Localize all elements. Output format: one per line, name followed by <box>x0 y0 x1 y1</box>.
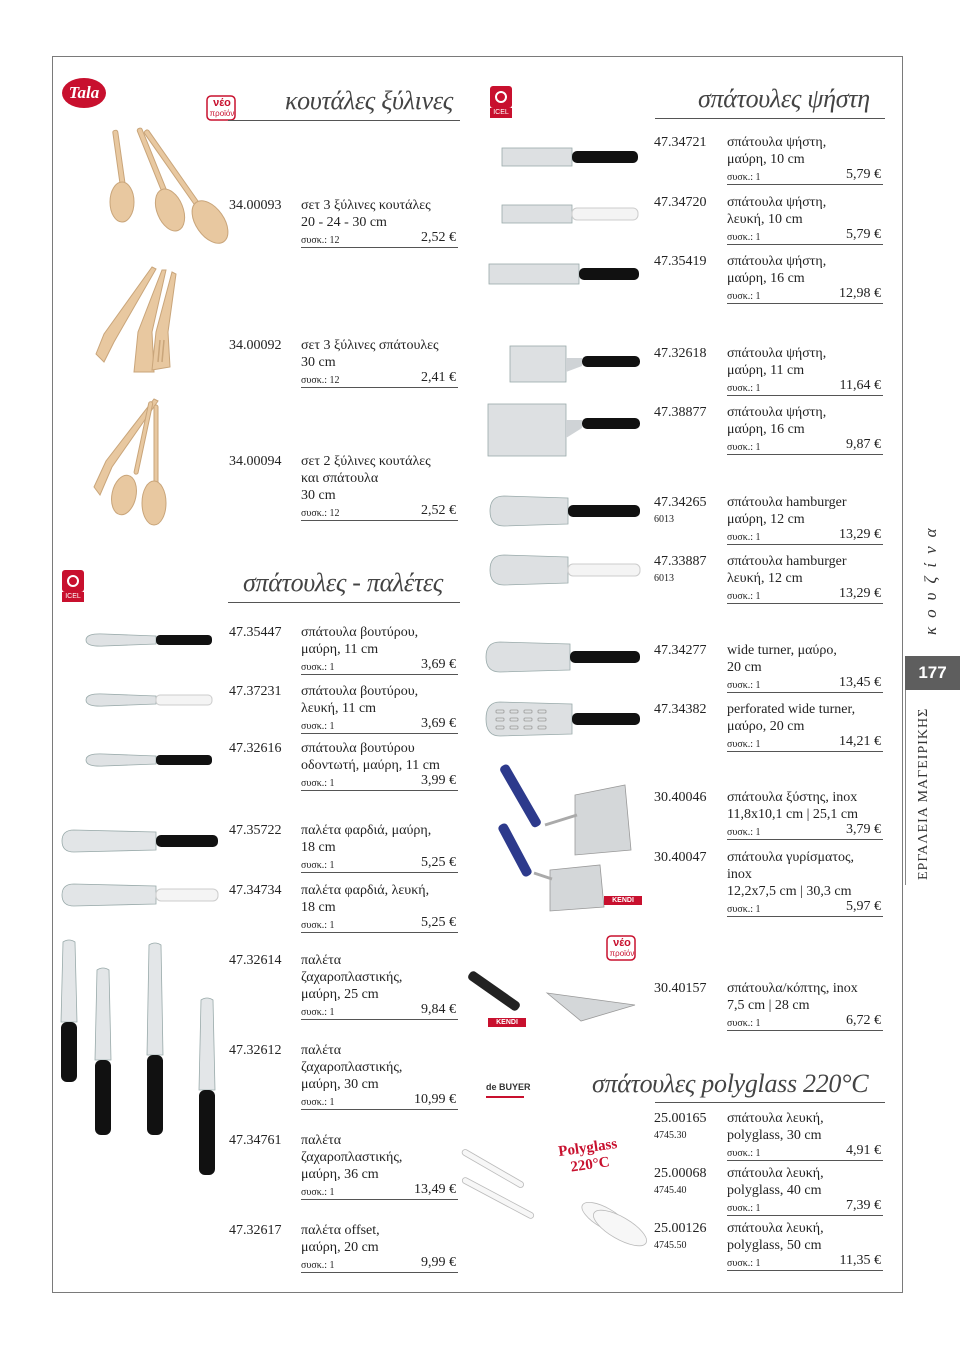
product-description: perforated wide turner, <box>727 702 856 717</box>
product-description: polyglass, 30 cm <box>727 1128 822 1143</box>
product-description: μαύρη, 10 cm <box>727 152 805 167</box>
pack-quantity: συσκ.: 1 <box>301 860 335 871</box>
product-description: σπάτουλα ψήστη, <box>727 195 827 210</box>
product-entry <box>654 789 883 841</box>
price-underline <box>301 872 458 873</box>
product-code: 25.00068 <box>654 1166 707 1181</box>
product-code: 47.34734 <box>229 883 282 898</box>
product-description: μαύρη, 36 cm <box>301 1167 379 1182</box>
product-entry <box>229 1132 458 1201</box>
product-code: 25.00165 <box>654 1111 707 1126</box>
product-price: 12,98 € <box>839 286 881 301</box>
product-code: 47.34761 <box>229 1133 282 1148</box>
category-title: ΕΡΓΑΛΕΙΑ ΜΑΓΕΙΡΙΚΗΣ <box>905 690 946 885</box>
price-underline <box>301 520 458 521</box>
product-description: σπάτουλα λευκή, <box>727 1166 824 1181</box>
price-underline <box>727 1030 883 1031</box>
product-code: 30.40157 <box>654 981 707 996</box>
product-price: 13,29 € <box>839 527 881 542</box>
product-description: 18 cm <box>301 840 336 855</box>
product-description: 30 cm <box>301 355 336 370</box>
product-description: σπάτουλα ψήστη, <box>727 254 827 269</box>
pack-quantity: συσκ.: 1 <box>727 172 761 183</box>
product-price: 5,25 € <box>421 915 456 930</box>
product-price: 10,99 € <box>414 1092 456 1107</box>
product-description: μαύρη, 11 cm <box>727 363 805 378</box>
pack-quantity: συσκ.: 1 <box>301 778 335 789</box>
price-underline <box>727 454 883 455</box>
butter-spatula-serrated-image <box>84 750 214 770</box>
product-price: 2,52 € <box>421 230 456 245</box>
product-price: 5,79 € <box>846 167 881 182</box>
product-price: 14,21 € <box>839 734 881 749</box>
product-description: οδοντωτή, μαύρη, 11 cm <box>301 758 440 773</box>
product-entry <box>654 404 883 456</box>
product-entry <box>229 197 458 249</box>
price-underline <box>727 692 883 693</box>
product-price: 7,39 € <box>846 1198 881 1213</box>
product-price: 13,29 € <box>839 586 881 601</box>
product-price: 2,41 € <box>421 370 456 385</box>
product-description: και σπάτουλα <box>301 471 379 486</box>
product-description: 30 cm <box>301 488 336 503</box>
price-underline <box>301 1109 458 1110</box>
product-entry <box>229 882 458 934</box>
product-code: 30.40046 <box>654 790 707 805</box>
product-entry <box>654 134 883 186</box>
product-code: 47.35722 <box>229 823 282 838</box>
product-description: παλέτα <box>301 1043 342 1058</box>
product-code: 47.32617 <box>229 1223 282 1238</box>
product-description: wide turner, μαύρο, <box>727 643 837 658</box>
product-code: 34.00094 <box>229 454 282 469</box>
product-price: 6,72 € <box>846 1013 881 1028</box>
price-underline <box>301 387 458 388</box>
product-description: σπάτουλα ψήστη, <box>727 405 827 420</box>
pack-quantity: συσκ.: 1 <box>727 1258 761 1269</box>
price-underline <box>727 839 883 840</box>
kendi-logo: KENDI <box>604 896 642 905</box>
product-description: 12,2x7,5 cm | 30,3 cm <box>727 884 852 899</box>
pack-quantity: συσκ.: 12 <box>301 235 340 246</box>
section-rule <box>228 602 460 603</box>
product-entry <box>229 683 458 735</box>
price-underline <box>727 395 883 396</box>
product-description: μαύρη, 20 cm <box>301 1240 379 1255</box>
kendi-logo: KENDI <box>488 1018 526 1027</box>
product-price: 5,79 € <box>846 227 881 242</box>
product-code: 30.40047 <box>654 850 707 865</box>
product-subcode: 6013 <box>654 573 674 584</box>
product-price: 9,87 € <box>846 437 881 452</box>
pack-quantity: συσκ.: 1 <box>727 1018 761 1029</box>
wide-palette-white-image <box>60 882 220 908</box>
product-description: μαύρη, 12 cm <box>727 512 805 527</box>
hamburger-spatula-black-image <box>488 494 643 528</box>
product-description: σπάτουλα ψήστη, <box>727 135 827 150</box>
product-entry <box>654 1220 883 1272</box>
product-code: 47.35419 <box>654 254 707 269</box>
product-entry <box>229 624 458 676</box>
grill-spatula-white-10-image <box>500 203 640 225</box>
product-description: λευκή, 10 cm <box>727 212 803 227</box>
price-underline <box>301 1199 458 1200</box>
product-description: σπάτουλα/κόπτης, inox <box>727 981 858 996</box>
product-entry <box>654 253 883 305</box>
product-code: 47.34720 <box>654 195 707 210</box>
grill-spatula-offset-16-image <box>486 402 643 458</box>
product-description: σπάτουλα hamburger <box>727 495 847 510</box>
pack-quantity: συσκ.: 1 <box>727 1148 761 1159</box>
category-word: κουζίνα <box>921 519 940 635</box>
product-description: 18 cm <box>301 900 336 915</box>
product-price: 9,84 € <box>421 1002 456 1017</box>
product-entry <box>229 337 458 389</box>
product-price: 11,35 € <box>839 1253 881 1268</box>
pack-quantity: συσκ.: 1 <box>727 232 761 243</box>
pack-quantity: συσκ.: 1 <box>727 442 761 453</box>
product-description: σετ 2 ξύλινες κουτάλες <box>301 454 431 469</box>
product-entry <box>654 1110 883 1162</box>
pastry-palettes-image <box>55 940 225 1225</box>
product-price: 3,79 € <box>846 822 881 837</box>
product-entry <box>654 642 883 694</box>
product-entry <box>229 1042 458 1111</box>
product-price: 13,49 € <box>414 1182 456 1197</box>
product-description: μαύρο, 20 cm <box>727 719 805 734</box>
icel-logo: ICEL <box>490 86 512 118</box>
product-description: polyglass, 50 cm <box>727 1238 822 1253</box>
new-product-badge: νέο προϊόν <box>605 932 635 962</box>
pack-quantity: συσκ.: 1 <box>301 1187 335 1198</box>
price-underline <box>301 733 458 734</box>
price-underline <box>301 932 458 933</box>
product-description: σπάτουλα λευκή, <box>727 1221 824 1236</box>
product-description: σετ 3 ξύλινες κουτάλες <box>301 198 431 213</box>
product-description: παλέτα <box>301 1133 342 1148</box>
product-description: μαύρη, 16 cm <box>727 422 805 437</box>
product-entry <box>654 1165 883 1217</box>
wide-palette-black-image <box>60 828 220 854</box>
product-description: σπάτουλα λευκή, <box>727 1111 824 1126</box>
pack-quantity: συσκ.: 1 <box>727 680 761 691</box>
price-underline <box>727 1160 883 1161</box>
grill-spatula-black-16-image <box>487 262 642 286</box>
pack-quantity: συσκ.: 1 <box>727 291 761 302</box>
product-description: 20 cm <box>727 660 762 675</box>
product-price: 4,91 € <box>846 1143 881 1158</box>
product-description: παλέτα φαρδιά, λευκή, <box>301 883 430 898</box>
wooden-spoons-image <box>80 122 210 252</box>
price-underline <box>727 244 883 245</box>
product-code: 47.33887 <box>654 554 707 569</box>
product-code: 34.00092 <box>229 338 282 353</box>
grill-spatula-black-10-image <box>500 146 640 168</box>
product-entry <box>229 1222 458 1274</box>
price-underline <box>301 1019 458 1020</box>
product-code: 47.32614 <box>229 953 282 968</box>
pack-quantity: συσκ.: 1 <box>301 1097 335 1108</box>
pack-quantity: συσκ.: 1 <box>727 591 761 602</box>
pack-quantity: συσκ.: 1 <box>727 532 761 543</box>
product-code: 47.34721 <box>654 135 707 150</box>
product-entry <box>654 701 883 753</box>
product-entry <box>654 553 883 605</box>
section-title-wooden-spoons: κουτάλες ξύλινες <box>285 86 454 115</box>
product-description: παλέτα φαρδιά, μαύρη, <box>301 823 432 838</box>
product-code: 25.00126 <box>654 1221 707 1236</box>
pack-quantity: συσκ.: 1 <box>727 1203 761 1214</box>
product-price: 9,99 € <box>421 1255 456 1270</box>
price-underline <box>301 790 458 791</box>
pack-quantity: συσκ.: 1 <box>727 739 761 750</box>
product-description: λευκή, 12 cm <box>727 571 803 586</box>
product-entry <box>229 740 458 792</box>
product-description: σπάτουλα βουτύρου, <box>301 625 419 640</box>
product-price: 3,99 € <box>421 773 456 788</box>
product-code: 47.37231 <box>229 684 282 699</box>
product-subcode: 6013 <box>654 514 674 525</box>
butter-spatula-white-image <box>84 690 214 710</box>
pack-quantity: συσκ.: 1 <box>301 1007 335 1018</box>
product-subcode: 4745.50 <box>654 1240 687 1251</box>
product-code: 34.00093 <box>229 198 282 213</box>
product-description: σπάτουλα γυρίσματος, <box>727 850 855 865</box>
icel-logo: ICEL <box>62 570 84 602</box>
product-entry <box>654 980 883 1032</box>
product-code: 47.34382 <box>654 702 707 717</box>
price-underline <box>301 674 458 675</box>
section-rule <box>655 118 885 119</box>
section-title-grill-spatulas: σπάτουλες ψήστη <box>698 84 870 113</box>
pack-quantity: συσκ.: 12 <box>301 508 340 519</box>
product-description: παλέτα <box>301 953 342 968</box>
product-description: λευκή, 11 cm <box>301 701 377 716</box>
polyglass-logo: Polyglass 220°C <box>557 1136 619 1176</box>
product-entry <box>229 453 458 522</box>
butter-spatula-black-image <box>84 630 214 650</box>
product-entry <box>229 822 458 874</box>
product-price: 3,69 € <box>421 716 456 731</box>
product-description: inox <box>727 867 752 882</box>
section-title-spatulas-palettes: σπάτουλες - παλέτες <box>243 568 444 597</box>
product-code: 47.34265 <box>654 495 707 510</box>
product-description: μαύρη, 30 cm <box>301 1077 379 1092</box>
product-description: σπάτουλα hamburger <box>727 554 847 569</box>
product-description: ζαχαροπλαστικής, <box>301 1060 403 1075</box>
product-description: 7,5 cm | 28 cm <box>727 998 810 1013</box>
price-underline <box>301 1272 458 1273</box>
product-price: 11,64 € <box>839 378 881 393</box>
grill-spatula-offset-11-image <box>508 344 643 384</box>
section-rule <box>655 1102 885 1103</box>
product-subcode: 4745.30 <box>654 1130 687 1141</box>
price-underline <box>301 247 458 248</box>
page-number: 177 <box>905 656 960 690</box>
perforated-turner-image <box>484 700 642 738</box>
product-price: 13,45 € <box>839 675 881 690</box>
product-description: μαύρη, 25 cm <box>301 987 379 1002</box>
pack-quantity: συσκ.: 1 <box>727 383 761 394</box>
price-underline <box>727 751 883 752</box>
price-underline <box>727 544 883 545</box>
product-subcode: 4745.40 <box>654 1185 687 1196</box>
product-description: μαύρη, 11 cm <box>301 642 379 657</box>
pack-quantity: συσκ.: 1 <box>301 721 335 732</box>
wooden-spatulas-image <box>92 262 182 382</box>
product-code: 47.32612 <box>229 1043 282 1058</box>
section-rule <box>228 120 460 121</box>
price-underline <box>727 603 883 604</box>
product-entry <box>654 345 883 397</box>
product-code: 47.32616 <box>229 741 282 756</box>
product-description: μαύρη, 16 cm <box>727 271 805 286</box>
product-code: 47.35447 <box>229 625 282 640</box>
tala-logo: Tala <box>62 78 106 108</box>
product-description: 20 - 24 - 30 cm <box>301 215 387 230</box>
product-price: 3,69 € <box>421 657 456 672</box>
product-description: σπάτουλα ψήστη, <box>727 346 827 361</box>
price-underline <box>727 184 883 185</box>
product-description: παλέτα offset, <box>301 1223 380 1238</box>
product-entry <box>229 952 458 1021</box>
product-description: σετ 3 ξύλινες σπάτουλες <box>301 338 439 353</box>
product-description: ζαχαροπλαστικής, <box>301 970 403 985</box>
product-price: 5,97 € <box>846 899 881 914</box>
pack-quantity: συσκ.: 1 <box>301 920 335 931</box>
new-product-badge: νέο προϊόν <box>205 92 235 122</box>
product-description: σπάτουλα βουτύρου <box>301 741 415 756</box>
product-description: σπάτουλα ξύστης, inox <box>727 790 858 805</box>
section-title-polyglass: σπάτουλες polyglass 220°C <box>592 1069 869 1098</box>
price-underline <box>727 303 883 304</box>
de-buyer-logo: de BUYER <box>486 1082 524 1098</box>
product-price: 5,25 € <box>421 855 456 870</box>
product-code: 47.32618 <box>654 346 707 361</box>
pack-quantity: συσκ.: 12 <box>301 375 340 386</box>
pack-quantity: συσκ.: 1 <box>727 827 761 838</box>
product-description: σπάτουλα βουτύρου, <box>301 684 419 699</box>
pack-quantity: συσκ.: 1 <box>301 662 335 673</box>
price-underline <box>727 1270 883 1271</box>
product-description: ζαχαροπλαστικής, <box>301 1150 403 1165</box>
product-description: 11,8x10,1 cm | 25,1 cm <box>727 807 858 822</box>
wide-turner-image <box>484 640 642 674</box>
pack-quantity: συσκ.: 1 <box>727 904 761 915</box>
product-description: polyglass, 40 cm <box>727 1183 822 1198</box>
hamburger-spatula-white-image <box>488 553 643 587</box>
price-underline <box>727 1215 883 1216</box>
product-entry <box>654 849 883 918</box>
product-code: 47.34277 <box>654 643 707 658</box>
price-underline <box>727 916 883 917</box>
product-price: 2,52 € <box>421 503 456 518</box>
product-entry <box>654 494 883 546</box>
product-code: 47.38877 <box>654 405 707 420</box>
pack-quantity: συσκ.: 1 <box>301 1260 335 1271</box>
wooden-spoons-spatula-image <box>92 395 172 530</box>
product-entry <box>654 194 883 246</box>
